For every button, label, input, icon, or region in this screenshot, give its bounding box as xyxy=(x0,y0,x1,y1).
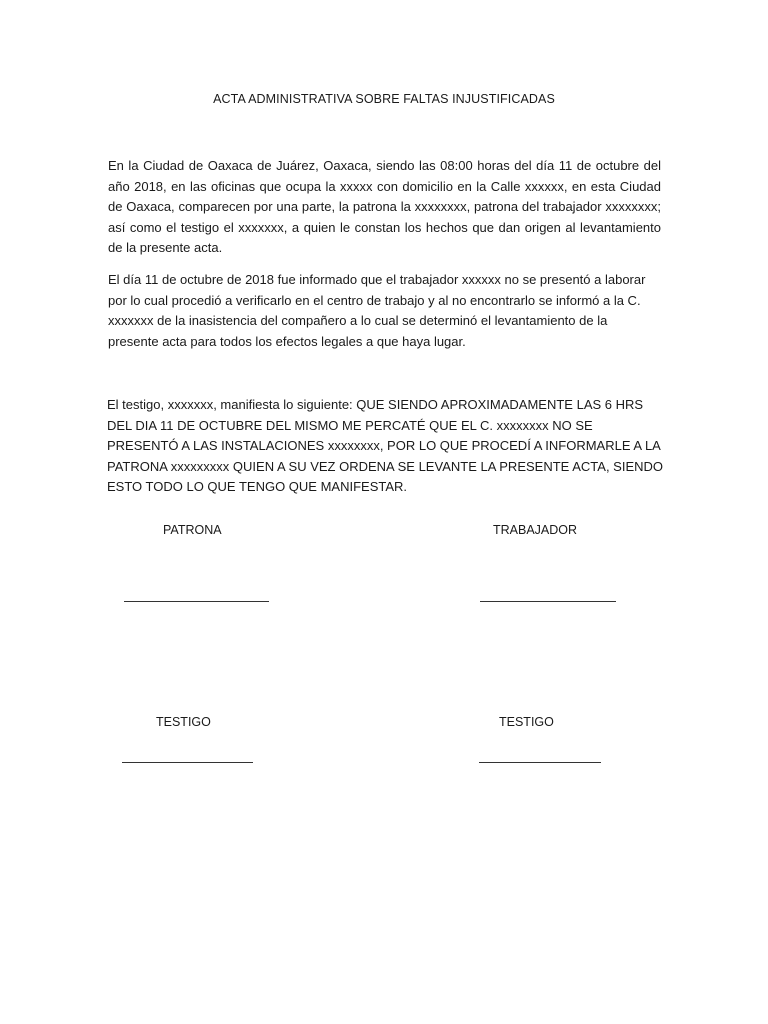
signature-label-patrona: PATRONA xyxy=(163,523,222,537)
signature-label-trabajador: TRABAJADOR xyxy=(493,523,578,537)
signature-line-testigo-2 xyxy=(479,762,601,763)
paragraph-witness-statement: El testigo, xxxxxxx, manifiesta lo siguiente: QUE SIENDO APROXIMADAMENTE LAS 6 HRS DEL DIA 11 DE OCTUBRE DEL MISMO ME PERCATÉ QUE EL C. xxxxxxxx NO SE PRESENTÓ A LAS INSTALACIONES xxxxxxxx, POR LO QUE PROCEDÍ A INFORMARLE A LA PATRONA xxxxxxxxx QUIEN A SU VEZ ORDENA SE LEVANTE LA PRESENTE ACTA, SIENDO ESTO TODO LO QUE TENGO QUE MANIFESTAR. xyxy=(107,397,664,494)
signature-label-testigo-1: TESTIGO xyxy=(156,715,211,729)
paragraph-facts: El día 11 de octubre de 2018 fue informado que el trabajador xxxxxx no se presentó a laborar por lo cual procedió a verificarlo en el centro de trabajo y al no encontrarlo se informó a la C. xxxxxxx de la inasistencia del compañero a lo cual se determinó el levantamiento de la presente acta para todos los efectos legales a que haya lugar. xyxy=(108,272,646,349)
paragraph-intro: En la Ciudad de Oaxaca de Juárez, Oaxaca, siendo las 08:00 horas del día 11 de octubre del año 2018, en las oficinas que ocupa la xxxxx con domicilio en la Calle xxxxxx, en esta Ciudad de Oaxaca, comparecen por una parte, la patrona la xxxxxxxx, patrona del trabajador xxxxxxxx; así como el testigo el xxxxxxx, a quien le constan los hechos que dan origen al levantamiento de la presente acta. xyxy=(108,158,661,255)
signature-line-patrona xyxy=(124,601,269,602)
signature-line-trabajador xyxy=(480,601,616,602)
document-title: ACTA ADMINISTRATIVA SOBRE FALTAS INJUSTIFICADAS xyxy=(213,92,555,106)
signature-line-testigo-1 xyxy=(122,762,253,763)
signature-label-testigo-2: TESTIGO xyxy=(499,715,554,729)
